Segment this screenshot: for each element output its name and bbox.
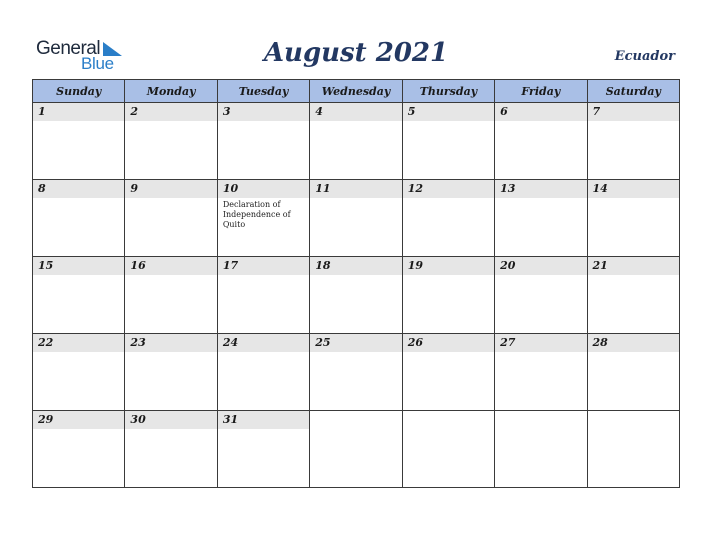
- day-number: 11: [310, 180, 401, 198]
- day-cell: [587, 257, 679, 334]
- day-cell: [495, 257, 587, 334]
- weekday-header: Sunday: [33, 80, 125, 103]
- day-number: 14: [588, 180, 679, 198]
- day-cell: [125, 103, 217, 180]
- week-row: [33, 257, 680, 334]
- day-cell: [310, 334, 402, 411]
- day-cell: [125, 180, 217, 257]
- day-cell: [402, 103, 494, 180]
- day-number: 6: [495, 103, 586, 121]
- day-number: 16: [125, 257, 216, 275]
- calendar-title: August 2021: [263, 38, 449, 68]
- day-cell: [310, 257, 402, 334]
- day-cell: [310, 180, 402, 257]
- day-number: 28: [588, 334, 679, 352]
- day-cell: [402, 411, 494, 488]
- day-cell: [310, 411, 402, 488]
- day-number: 21: [588, 257, 679, 275]
- day-number: 26: [403, 334, 494, 352]
- week-row: [33, 334, 680, 411]
- day-number: 17: [218, 257, 309, 275]
- day-number: 15: [33, 257, 124, 275]
- day-cell: [125, 334, 217, 411]
- day-number: 5: [403, 103, 494, 121]
- day-cell: [587, 334, 679, 411]
- day-cell: [402, 334, 494, 411]
- holiday-label: Declaration of Independence of Quito: [222, 200, 291, 229]
- day-number: 2: [125, 103, 216, 121]
- logo-text-general: General: [36, 38, 101, 59]
- day-cell: [217, 103, 309, 180]
- weekday-header: Friday: [495, 80, 587, 103]
- day-number: 8: [33, 180, 124, 198]
- day-number: 31: [218, 411, 309, 429]
- day-number: 9: [125, 180, 216, 198]
- week-row: [33, 180, 680, 257]
- weekday-header: Saturday: [587, 80, 679, 103]
- day-number: 27: [495, 334, 586, 352]
- country-label: Ecuador: [614, 49, 675, 64]
- day-cell: [217, 257, 309, 334]
- calendar-grid: [32, 79, 680, 488]
- day-cell: [33, 334, 125, 411]
- day-number: 7: [588, 103, 679, 121]
- day-cell: [33, 257, 125, 334]
- day-number: 12: [403, 180, 494, 198]
- day-cell: [33, 180, 125, 257]
- day-cell: [310, 103, 402, 180]
- day-cell: [587, 103, 679, 180]
- day-number: 29: [33, 411, 124, 429]
- day-number: 30: [125, 411, 216, 429]
- day-cell: [495, 334, 587, 411]
- day-number: 19: [403, 257, 494, 275]
- weekday-header: Monday: [125, 80, 217, 103]
- day-cell: [217, 334, 309, 411]
- day-cell: [125, 257, 217, 334]
- weekday-header: Tuesday: [217, 80, 309, 103]
- day-cell: [587, 180, 679, 257]
- day-cell: [33, 103, 125, 180]
- day-cell: [495, 103, 587, 180]
- weekday-header: Thursday: [402, 80, 494, 103]
- day-number: 3: [218, 103, 309, 121]
- day-number: 25: [310, 334, 401, 352]
- day-cell: [402, 257, 494, 334]
- day-number: 4: [310, 103, 401, 121]
- day-cell: [217, 411, 309, 488]
- day-number: 13: [495, 180, 586, 198]
- logo-text-blue: Blue: [81, 54, 114, 73]
- day-number: 20: [495, 257, 586, 275]
- day-cell: [587, 411, 679, 488]
- week-row: [33, 103, 680, 180]
- day-cell: [402, 180, 494, 257]
- day-cell: [217, 180, 309, 257]
- day-cell: [495, 411, 587, 488]
- weekday-header-row: [33, 80, 680, 103]
- week-row: [33, 411, 680, 488]
- day-number: 10: [218, 180, 309, 198]
- weekday-header: Wednesday: [310, 80, 402, 103]
- day-cell: [125, 411, 217, 488]
- day-cell: [33, 411, 125, 488]
- day-number: 1: [33, 103, 124, 121]
- day-cell: [495, 180, 587, 257]
- day-number: 22: [33, 334, 124, 352]
- day-number: 24: [218, 334, 309, 352]
- day-number: 23: [125, 334, 216, 352]
- day-number: 18: [310, 257, 401, 275]
